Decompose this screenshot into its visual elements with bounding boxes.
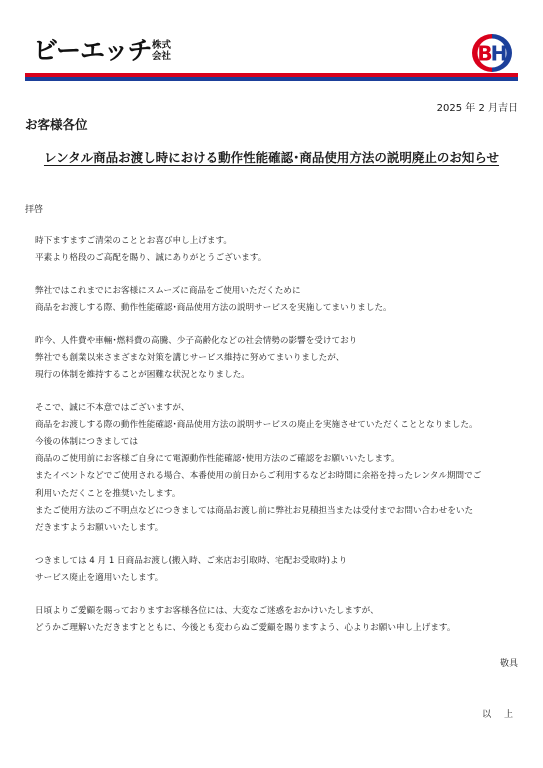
corp-label-line-2: 会社 [152, 50, 172, 62]
badge-letter-right: H [490, 41, 508, 66]
body-line: 弊社でも創業以来さまざまな対策を講じサービス維持に努めてまいりましたが、 [35, 353, 345, 364]
body-line: 平素より格段のご高配を賜り、誠にありがとうございます。 [35, 253, 267, 264]
bh-logo-icon [469, 32, 515, 74]
paragraph [35, 333, 525, 384]
opening-word: 拝啓 [25, 205, 44, 215]
body-line: 日頃よりご愛顧を賜っておりますお客様各位には、大変なご迷惑をおかけいたしますが、 [35, 605, 379, 616]
end-mark: 以 上 [482, 710, 518, 720]
body-line: サービス廃止を適用いたします。 [35, 572, 164, 583]
paragraph [35, 283, 525, 317]
paragraph [35, 553, 525, 587]
company-logo-text: ビーエッチ [33, 36, 152, 65]
body-line: 時下ますますご清栄のこととお喜び申し上げます。 [35, 236, 232, 246]
header-stripe-blue [25, 77, 518, 81]
letter-date: 2025 年 2 月吉日 [436, 103, 518, 114]
notice-title-text: レンタル商品お渡し時における動作性能確認･商品使用方法の説明廃止のお知らせ [43, 150, 500, 165]
body-line: 弊社ではこれまでにお客様にスムーズに商品をご使用いただくために [35, 285, 301, 296]
body-line: 昨今、人件費や車輛･燃料費の高騰、少子高齢化などの社会情勢の影響を受けており [35, 335, 358, 346]
body-line: 商品をお渡しする際、動作性能確認･商品使用方法の説明サービスを実施してまいりました。 [35, 303, 392, 314]
body-line: またイベントなどでご使用される場合、本番使用の前日からご利用するなどお時間に余裕を持ったレンタル期間でご [35, 471, 482, 482]
body-line: どうかご理解いただきますとともに、今後とも変わらぬご愛顧を賜りますよう、心よりお願い申し上げます。 [35, 622, 456, 633]
paragraph [35, 400, 525, 537]
notice-title [0, 148, 543, 166]
paragraph [35, 233, 525, 267]
letterhead [0, 0, 543, 84]
body-line: 現行の体制を維持することが困難な状況となりました。 [35, 370, 250, 381]
letter-body [35, 233, 525, 653]
body-line: 商品をお渡しする際の動作性能確認･商品使用方法の説明サービスの廃止を実施させていただくこととなりました。 [35, 420, 478, 431]
closing-word: 敬具 [499, 659, 518, 669]
body-line: 今後の体制につきましては [35, 437, 138, 448]
salutation: お客様各位 [25, 117, 88, 132]
badge-letter-left: B [477, 41, 493, 66]
body-line: 商品のご使用前にお客様ご自身にて電源動作性能確認･使用方法のご確認をお願いいたします。 [35, 454, 400, 465]
company-logo-corp-label [152, 41, 176, 62]
body-line: そこで、誠に不本意ではございますが、 [35, 403, 190, 414]
body-line: だきますようお願いいたします。 [35, 522, 164, 533]
body-line: 利用いただくことを推奨いたします。 [35, 488, 181, 499]
corp-label-line-1: 株式 [152, 40, 172, 51]
paragraph [35, 603, 525, 637]
body-line: またご使用方法のご不明点などにつきましては商品お渡し前に弊社お見積担当または受付までお問い合わせをいた [35, 505, 474, 516]
body-line: つきましては 4 月 1 日商品お渡し(搬入時、ご来店お引取時、宅配お受取時)より [35, 555, 348, 566]
